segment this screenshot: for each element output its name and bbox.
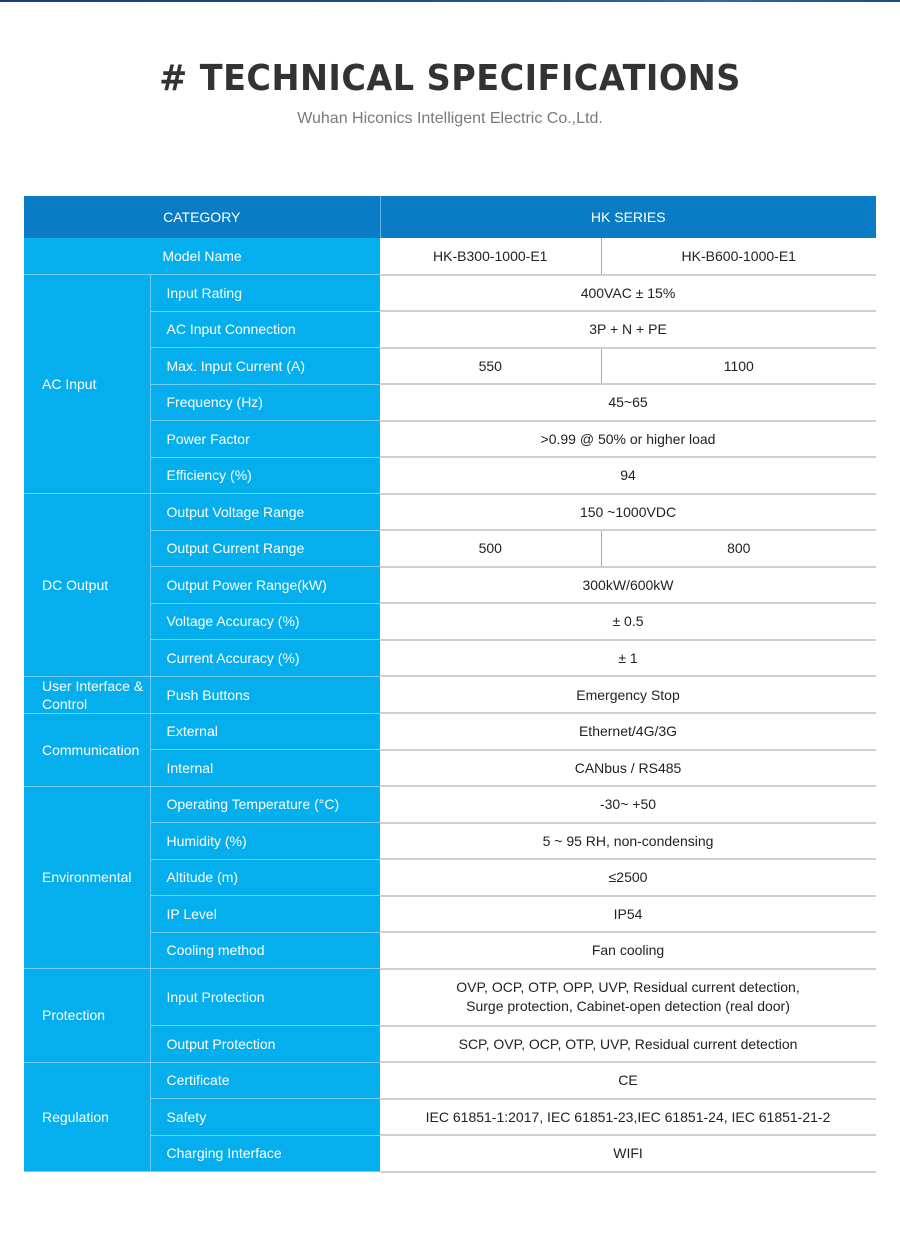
value-cell: Emergency Stop (380, 676, 876, 713)
value-cell: IP54 (380, 896, 876, 933)
parameter-label: Output Current Range (150, 530, 380, 567)
category-cell: User Interface & Control (24, 676, 150, 713)
parameter-label: IP Level (150, 896, 380, 933)
company-subtitle: Wuhan Hiconics Intelligent Electric Co.,Ltd. (297, 110, 603, 127)
model-row (24, 238, 876, 275)
value-cell: SCP, OVP, OCP, OTP, UVP, Residual current detection (380, 1026, 876, 1063)
table-row (24, 932, 876, 969)
parameter-label: Safety (150, 1099, 380, 1136)
category-cell: Protection (24, 969, 150, 1063)
table-row (24, 1062, 876, 1099)
value-cell: 45~65 (380, 384, 876, 421)
value-cell: CANbus / RS485 (380, 750, 876, 787)
value-cell (380, 969, 876, 1026)
parameter-label: Cooling method (150, 932, 380, 969)
value-cell: 300kW/600kW (380, 567, 876, 604)
table-row (24, 348, 876, 385)
parameter-label: External (150, 713, 380, 750)
value-cell: IEC 61851-1:2017, IEC 61851-23,IEC 61851-24, IEC 61851-21-2 (380, 1099, 876, 1136)
value-cell: Fan cooling (380, 932, 876, 969)
value-cell-model-2: 800 (601, 530, 876, 567)
parameter-label: Internal (150, 750, 380, 787)
page-title: # TECHNICAL SPECIFICATIONS (159, 58, 741, 99)
model-name-1: HK-B300-1000-E1 (380, 238, 601, 275)
table-row (24, 969, 876, 1026)
value-cell: WIFI (380, 1135, 876, 1172)
parameter-label: Input Protection (150, 969, 380, 1026)
header-category: CATEGORY (24, 196, 380, 238)
value-line: OVP, OCP, OTP, OPP, UVP, Residual current detection, (456, 979, 800, 995)
parameter-label: Charging Interface (150, 1135, 380, 1172)
value-cell: >0.99 @ 50% or higher load (380, 421, 876, 458)
table-row (24, 384, 876, 421)
table-row (24, 896, 876, 933)
category-cell: AC Input (24, 275, 150, 494)
value-cell: 94 (380, 457, 876, 494)
table-header-row (24, 196, 876, 238)
table-row (24, 421, 876, 458)
model-name-2: HK-B600-1000-E1 (601, 238, 876, 275)
table-row (24, 1026, 876, 1063)
parameter-label: Current Accuracy (%) (150, 640, 380, 677)
parameter-label: Efficiency (%) (150, 457, 380, 494)
value-cell: ± 0.5 (380, 603, 876, 640)
value-cell: CE (380, 1062, 876, 1099)
value-cell-model-2: 1100 (601, 348, 876, 385)
value-cell-model-1: 500 (380, 530, 601, 567)
value-line: Surge protection, Cabinet-open detection (real door) (466, 998, 790, 1014)
parameter-label: Output Protection (150, 1026, 380, 1063)
table-row (24, 494, 876, 531)
value-cell-model-1: 550 (380, 348, 601, 385)
model-label: Model Name (24, 238, 380, 275)
table-row (24, 859, 876, 896)
parameter-label: AC Input Connection (150, 311, 380, 348)
category-cell: Regulation (24, 1062, 150, 1172)
table-row (24, 676, 876, 713)
value-cell: 3P + N + PE (380, 311, 876, 348)
parameter-label: Push Buttons (150, 676, 380, 713)
value-cell: 400VAC ± 15% (380, 275, 876, 312)
parameter-label: Max. Input Current (A) (150, 348, 380, 385)
table-row (24, 750, 876, 787)
value-cell: 150 ~1000VDC (380, 494, 876, 531)
parameter-label: Certificate (150, 1062, 380, 1099)
value-cell: -30~ +50 (380, 786, 876, 823)
parameter-label: Power Factor (150, 421, 380, 458)
table-row (24, 567, 876, 604)
value-cell: ± 1 (380, 640, 876, 677)
parameter-label: Voltage Accuracy (%) (150, 603, 380, 640)
spec-table (24, 196, 876, 1173)
value-cell: 5 ~ 95 RH, non-condensing (380, 823, 876, 860)
top-divider (0, 0, 900, 2)
parameter-label: Operating Temperature (°C) (150, 786, 380, 823)
table-row (24, 311, 876, 348)
value-cell: Ethernet/4G/3G (380, 713, 876, 750)
parameter-label: Output Power Range(kW) (150, 567, 380, 604)
header-series: HK SERIES (380, 196, 876, 238)
table-row (24, 1099, 876, 1136)
table-row (24, 457, 876, 494)
category-cell: Environmental (24, 786, 150, 969)
parameter-label: Altitude (m) (150, 859, 380, 896)
category-cell: DC Output (24, 494, 150, 677)
table-row (24, 1135, 876, 1172)
parameter-label: Frequency (Hz) (150, 384, 380, 421)
category-cell: Communication (24, 713, 150, 786)
parameter-label: Humidity (%) (150, 823, 380, 860)
value-cell: ≤2500 (380, 859, 876, 896)
table-row (24, 640, 876, 677)
table-row (24, 530, 876, 567)
parameter-label: Output Voltage Range (150, 494, 380, 531)
table-row (24, 713, 876, 750)
table-row (24, 275, 876, 312)
table-row (24, 786, 876, 823)
table-row (24, 823, 876, 860)
table-row (24, 603, 876, 640)
parameter-label: Input Rating (150, 275, 380, 312)
